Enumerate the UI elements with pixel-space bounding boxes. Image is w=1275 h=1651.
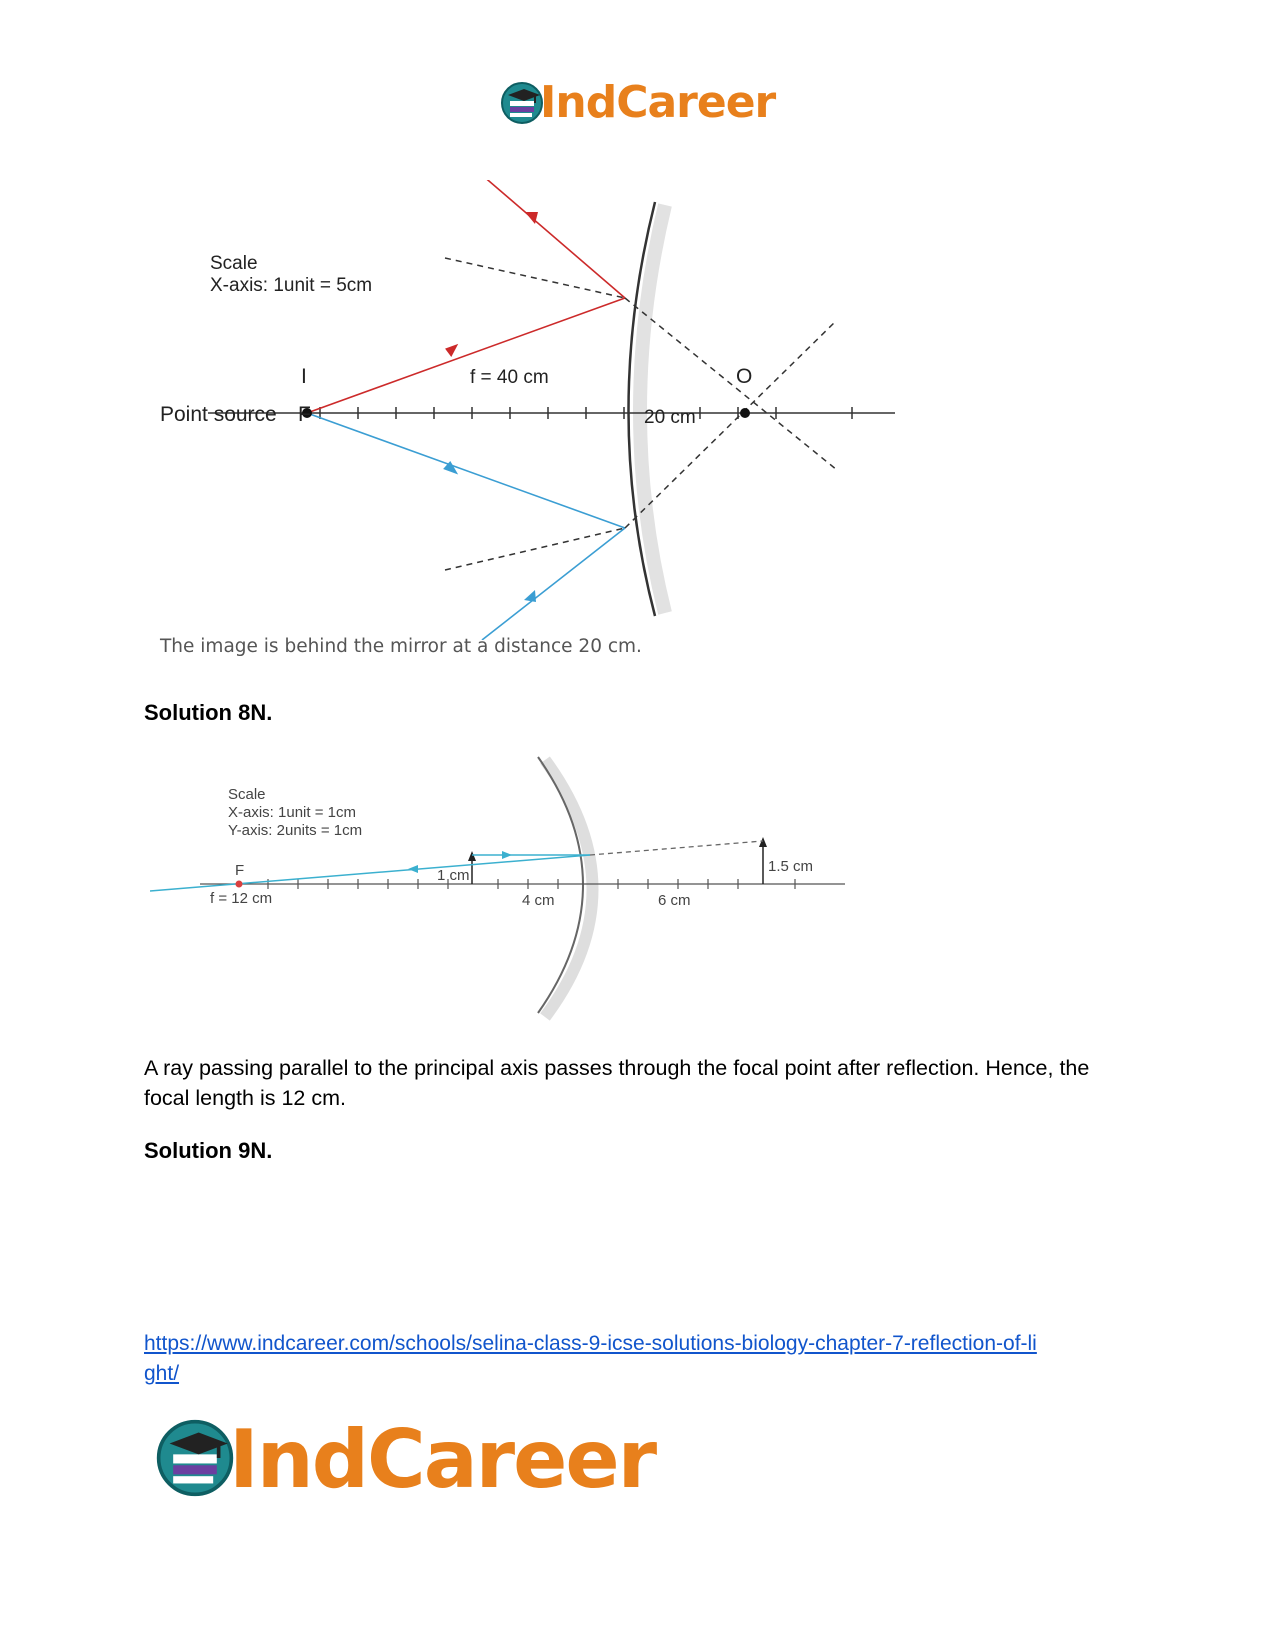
fig1-scale-title: Scale — [210, 253, 258, 274]
solution-8n-heading: Solution 8N. — [144, 700, 273, 725]
header-logo — [500, 76, 780, 130]
logo-globe-icon — [500, 81, 544, 125]
footer-link-line-2: ght/ — [144, 1362, 180, 1385]
fig2-label-focal: f = 12 cm — [210, 890, 273, 907]
image-point-dot — [740, 408, 750, 418]
fig1-label-focal: f = 40 cm — [470, 367, 549, 388]
fig2-label-image: 1.5 cm — [768, 858, 814, 875]
fig1-label-f: F — [298, 403, 311, 426]
fig2-label-object: 1 cm — [437, 867, 470, 884]
fig2-scale-x: X-axis: 1unit = 1cm — [228, 804, 356, 821]
footer-link-line-1: https://www.indcareer.com/schools/selina-class-9-icse-solutions-biology-chapter-7-reflection-of-li — [144, 1332, 1037, 1355]
fig1-label-source: Point source — [160, 403, 277, 426]
extension-line — [590, 841, 763, 855]
footer-brand-text: IndCareer — [229, 1413, 656, 1506]
fig1-label-o: O — [736, 365, 753, 388]
figure-1-caption: The image is behind the mirror at a distance 20 cm. — [160, 636, 642, 657]
footer-logo — [155, 1410, 715, 1510]
focal-point-dot — [236, 881, 243, 888]
fig1-scale-x: X-axis: 1unit = 5cm — [210, 275, 373, 296]
fig2-label-6cm: 6 cm — [658, 892, 691, 909]
fig2-scale-y: Y-axis: 2units = 1cm — [228, 822, 363, 839]
reflected-ray — [150, 855, 590, 891]
fig2-scale-title: Scale — [228, 786, 266, 803]
image-arrowhead — [759, 837, 767, 847]
fig2-label-f: F — [235, 862, 245, 879]
reflected-ray-arrow — [408, 865, 418, 873]
logo-globe-icon — [155, 1418, 235, 1498]
figure-2-ray-diagram — [150, 755, 860, 1030]
header-brand-text: IndCareer — [540, 77, 776, 128]
solution-8n-text: A ray passing parallel to the principal axis passes through the focal point after reflection. Hence, the focal length is 12 cm. — [144, 1056, 1090, 1110]
mirror-shading — [545, 760, 593, 1017]
object-arrowhead — [468, 851, 476, 861]
footer-source-link[interactable] — [144, 1329, 1144, 1389]
figure-1-ray-diagram — [160, 180, 895, 640]
solution-9n-heading: Solution 9N. — [144, 1138, 273, 1163]
fig1-label-distance: 20 cm — [644, 407, 696, 428]
fig1-label-i: I — [301, 365, 307, 388]
parallel-ray-arrow — [502, 851, 512, 859]
fig2-label-4cm: 4 cm — [522, 892, 555, 909]
